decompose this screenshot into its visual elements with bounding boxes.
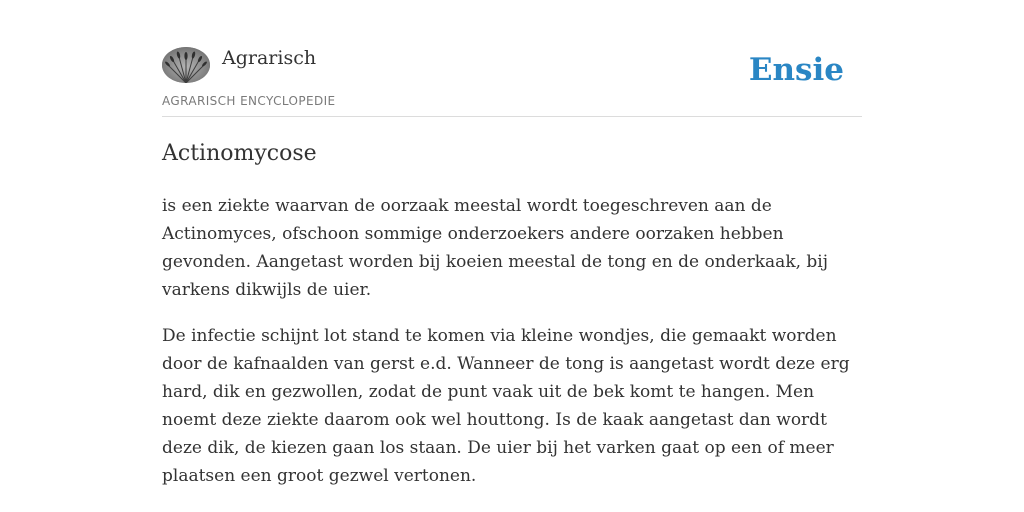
header xyxy=(162,0,862,117)
article-body xyxy=(162,192,850,508)
article-title: Actinomycose xyxy=(162,141,317,166)
brand-logo-link[interactable]: Ensie xyxy=(748,52,844,88)
source-title[interactable]: Agrarisch xyxy=(222,47,317,69)
article-paragraph: De infectie schijnt lot stand te komen via kleine wondjes, die gemaakt worden door de kafnaalden van gerst e.d. Wanneer de tong is aangetast wordt deze erg hard, dik en gezwollen, zodat de punt vaak uit de bek komt te hangen. Men noemt deze ziekte daarom ook wel houttong. Is de kaak aangetast dan wordt deze dik, de kiezen gaan los staan. De uier bij het varken gaat op een of meer plaatsen een groot gezwel vertonen. xyxy=(162,326,850,486)
article-paragraph: is een ziekte waarvan de oorzaak meestal wordt toegeschreven aan de Actinomyces, ofschoon sommige onderzoekers andere oorzaken hebben gevonden. Aangetast worden bij koeien meestal de tong en de onderkaak, bij varkens dikwijls de uier. xyxy=(162,196,829,300)
source-subtitle: AGRARISCH ENCYCLOPEDIE xyxy=(162,94,336,108)
wheat-icon[interactable] xyxy=(162,47,210,83)
